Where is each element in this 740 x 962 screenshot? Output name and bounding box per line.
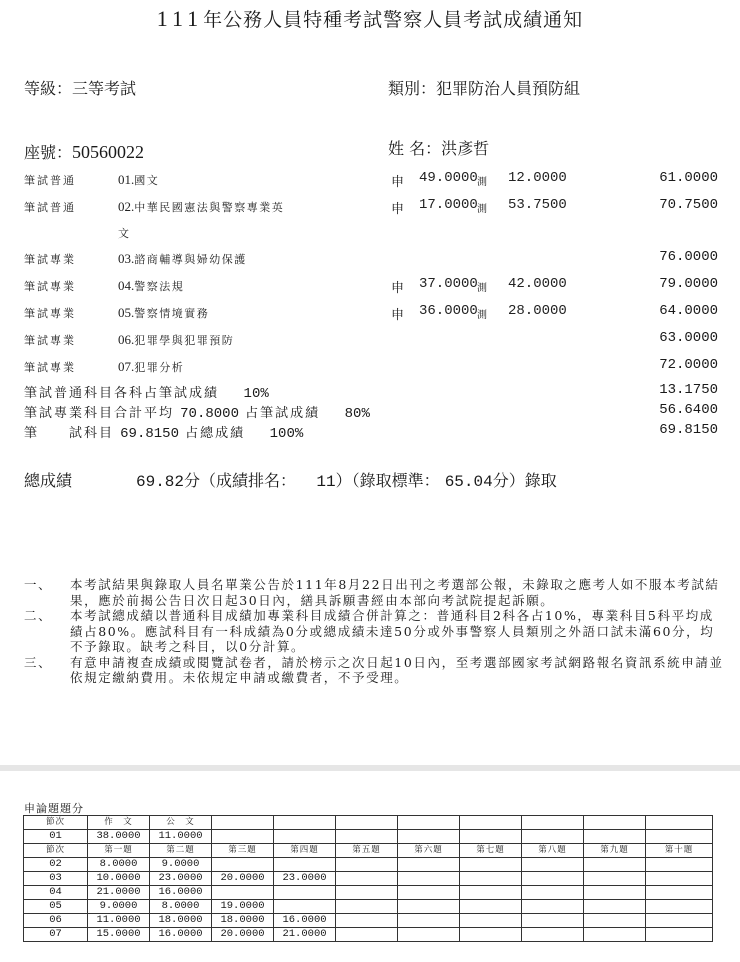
table-header-cell xyxy=(522,816,584,830)
essay-score: 17.0000 xyxy=(419,197,478,213)
score-cell xyxy=(584,914,646,928)
essay-score: 37.0000 xyxy=(419,276,478,292)
name-value: 洪彥哲 xyxy=(441,139,490,158)
summary-label: 筆試專業科目合計平均 xyxy=(24,406,175,421)
note-item xyxy=(24,608,724,655)
subject-type: 筆試專業 xyxy=(24,253,76,266)
summary-value: 56.6400 xyxy=(659,402,718,418)
level-label: 等級： xyxy=(24,79,73,98)
multiple-choice-score: 53.7500 xyxy=(508,197,567,213)
score-cell xyxy=(274,886,336,900)
seat-label: 座號： xyxy=(24,143,73,162)
subject-title: 中華民國憲法與警察專業英 xyxy=(134,201,285,214)
essay-table-title: 申論題題分 xyxy=(24,802,84,815)
table-header-cell: 第四題 xyxy=(274,844,336,858)
score-cell xyxy=(336,928,398,942)
score-cell: 16.0000 xyxy=(274,914,336,928)
table-header-cell xyxy=(336,816,398,830)
subject-name xyxy=(118,251,247,267)
score-cell xyxy=(460,900,522,914)
table-row xyxy=(24,872,713,886)
summary-percent: 100% xyxy=(269,426,304,442)
summary-line xyxy=(24,422,303,442)
subject-title: 警察情境實務 xyxy=(134,307,210,320)
subject-total: 64.0000 xyxy=(659,303,718,319)
score-cell xyxy=(398,900,460,914)
summary-line xyxy=(24,402,370,422)
subject-type: 筆試專業 xyxy=(24,334,76,347)
score-cell xyxy=(646,928,713,942)
score-cell: 8.0000 xyxy=(150,900,212,914)
score-cell xyxy=(522,928,584,942)
table-header-cell xyxy=(460,816,522,830)
score-cell: 15.0000 xyxy=(88,928,150,942)
score-cell xyxy=(522,830,584,844)
table-header-cell: 第七題 xyxy=(460,844,522,858)
score-cell: 23.0000 xyxy=(150,872,212,886)
summary-percent: 10% xyxy=(243,386,269,402)
score-cell: 19.0000 xyxy=(212,900,274,914)
session-cell: 02 xyxy=(24,858,88,872)
summary-mid-label: 占總成績 xyxy=(185,426,246,441)
score-cell xyxy=(584,928,646,942)
admission-standard: 65.04 xyxy=(444,473,493,491)
table-row xyxy=(24,830,713,844)
score-cell xyxy=(460,872,522,886)
summary-line xyxy=(24,382,269,402)
score-cell xyxy=(336,914,398,928)
score-cell xyxy=(584,900,646,914)
table-header-cell xyxy=(274,816,336,830)
score-cell xyxy=(522,914,584,928)
score-cell xyxy=(584,858,646,872)
essay-score-table xyxy=(23,815,713,942)
summary-mid-value: 70.8000 xyxy=(180,406,239,422)
score-cell: 11.0000 xyxy=(150,830,212,844)
table-header-cell: 節次 xyxy=(24,844,88,858)
title-text: 年公務人員特種考試警察人員考試成績通知 xyxy=(203,9,584,31)
score-cell xyxy=(398,858,460,872)
score-cell xyxy=(522,886,584,900)
score-cell xyxy=(336,830,398,844)
note-marker: 一、 xyxy=(24,577,53,592)
score-cell xyxy=(522,900,584,914)
summary-value: 13.1750 xyxy=(659,382,718,398)
multiple-choice-mark: 測 xyxy=(477,204,487,215)
subject-title: 國文 xyxy=(134,174,160,187)
multiple-choice-score: 28.0000 xyxy=(508,303,567,319)
subject-name xyxy=(118,305,209,321)
multiple-choice-mark: 測 xyxy=(477,177,487,188)
subject-number: 06. xyxy=(118,332,135,347)
subject-total: 79.0000 xyxy=(659,276,718,292)
table-header-row xyxy=(24,844,713,858)
subject-title: 諮商輔導與婦幼保護 xyxy=(134,253,247,266)
exam-category xyxy=(388,76,580,99)
score-cell xyxy=(398,830,460,844)
essay-score: 36.0000 xyxy=(419,303,478,319)
final-score: 69.82 xyxy=(136,473,185,491)
subject-type: 筆試專業 xyxy=(24,307,76,320)
score-cell xyxy=(646,872,713,886)
subject-number: 07. xyxy=(118,359,135,374)
subject-type: 筆試專業 xyxy=(24,361,76,374)
score-cell: 9.0000 xyxy=(150,858,212,872)
score-cell xyxy=(522,872,584,886)
table-row xyxy=(24,928,713,942)
score-cell xyxy=(212,830,274,844)
subject-number: 05. xyxy=(118,305,135,320)
score-cell xyxy=(584,886,646,900)
table-row xyxy=(24,914,713,928)
score-cell xyxy=(646,830,713,844)
score-cell xyxy=(522,858,584,872)
score-cell xyxy=(460,830,522,844)
subject-number: 03. xyxy=(118,251,135,266)
score-cell: 9.0000 xyxy=(88,900,150,914)
note-marker: 二、 xyxy=(24,608,53,623)
subject-name-continued: 文 xyxy=(118,227,131,240)
essay-mark: 申 xyxy=(391,202,405,217)
score-cell: 16.0000 xyxy=(150,928,212,942)
notes-section xyxy=(24,577,724,686)
score-cell: 38.0000 xyxy=(88,830,150,844)
seat-number xyxy=(24,140,144,163)
subject-number: 04. xyxy=(118,278,135,293)
subject-number: 01. xyxy=(118,172,135,187)
document-title xyxy=(0,5,740,32)
score-cell: 10.0000 xyxy=(88,872,150,886)
final-score-detail xyxy=(136,468,557,491)
score-cell xyxy=(274,858,336,872)
table-row xyxy=(24,858,713,872)
note-text: 本考試結果與錄取人員名單業公告於111年8月22日出刊之考選部公報，未錄取之應考人如不服本考試結果，應於前揭公告日次日起30日內，繕具訴願書經由本部向考試院提起訴願。 xyxy=(70,577,720,608)
score-cell: 21.0000 xyxy=(274,928,336,942)
summary-percent: 80% xyxy=(344,406,370,422)
table-header-cell: 第九題 xyxy=(584,844,646,858)
table-header-cell: 第一題 xyxy=(88,844,150,858)
score-cell: 18.0000 xyxy=(212,914,274,928)
subject-number: 02. xyxy=(118,199,135,214)
session-cell: 04 xyxy=(24,886,88,900)
score-cell: 20.0000 xyxy=(212,872,274,886)
title-year: 111 xyxy=(156,6,204,31)
session-cell: 06 xyxy=(24,914,88,928)
final-score-line xyxy=(24,468,72,491)
score-cell xyxy=(336,900,398,914)
multiple-choice-mark: 測 xyxy=(477,310,487,321)
score-cell: 21.0000 xyxy=(88,886,150,900)
multiple-choice-mark: 測 xyxy=(477,283,487,294)
note-item xyxy=(24,655,724,686)
score-cell xyxy=(646,900,713,914)
table-header-cell xyxy=(398,816,460,830)
summary-label: 筆試普通科目各科占筆試成績 xyxy=(24,386,220,401)
category-label: 類別： xyxy=(388,79,437,98)
score-cell xyxy=(398,872,460,886)
table-header-row xyxy=(24,816,713,830)
summary-label: 筆 試科目 xyxy=(24,426,115,441)
score-cell xyxy=(460,886,522,900)
subject-title: 犯罪分析 xyxy=(134,361,185,374)
subject-name xyxy=(118,199,284,215)
score-cell xyxy=(398,928,460,942)
table-header-cell: 第十題 xyxy=(646,844,713,858)
score-cell xyxy=(274,830,336,844)
score-cell xyxy=(646,914,713,928)
page-divider xyxy=(0,765,740,771)
score-cell: 23.0000 xyxy=(274,872,336,886)
multiple-choice-score: 12.0000 xyxy=(508,170,567,186)
note-text: 有意申請複查成績或閱覽試卷者，請於榜示之次日起10日內，至考選部國家考試網路報名資訊系統申請並依規定繳納費用。未依規定申請或繳費者，不予受理。 xyxy=(70,654,724,685)
score-cell xyxy=(336,858,398,872)
table-row xyxy=(24,900,713,914)
score-cell xyxy=(460,858,522,872)
category-value: 犯罪防治人員預防組 xyxy=(436,79,581,98)
score-cell xyxy=(584,830,646,844)
score-cell: 16.0000 xyxy=(150,886,212,900)
session-cell: 05 xyxy=(24,900,88,914)
table-row xyxy=(24,886,713,900)
subject-total: 72.0000 xyxy=(659,357,718,373)
essay-score: 49.0000 xyxy=(419,170,478,186)
subject-total: 63.0000 xyxy=(659,330,718,346)
subject-name xyxy=(118,278,184,294)
score-cell: 11.0000 xyxy=(88,914,150,928)
subject-name xyxy=(118,359,184,375)
table-header-cell: 作 文 xyxy=(88,816,150,830)
note-text: 本考試總成績以普通科目成績加專業科目成績合併計算之：普通科目2科各占10%，專業科目5科平均成績占80%。應試科目有一科成績為0分或總成績未達50分或外事警察人員類別之外語口試未滿60分，均不予錄取。缺考之科目，以0分計算。 xyxy=(70,608,715,654)
essay-mark: 申 xyxy=(391,175,405,190)
score-cell xyxy=(646,886,713,900)
score-cell xyxy=(336,886,398,900)
level-value: 三等考試 xyxy=(72,79,137,98)
score-cell: 8.0000 xyxy=(88,858,150,872)
subject-type: 筆試普通 xyxy=(24,174,76,187)
seat-value: 50560022 xyxy=(72,142,145,162)
table-header-cell xyxy=(584,816,646,830)
note-marker: 三、 xyxy=(24,654,53,670)
subject-total: 61.0000 xyxy=(659,170,718,186)
table-header-cell: 第六題 xyxy=(398,844,460,858)
standard-unit: 分） xyxy=(492,471,525,490)
note-item xyxy=(24,577,724,608)
table-header-cell: 第二題 xyxy=(150,844,212,858)
session-cell: 07 xyxy=(24,928,88,942)
table-header-cell xyxy=(646,816,713,830)
score-cell xyxy=(460,928,522,942)
subject-title: 犯罪學與犯罪預防 xyxy=(134,334,235,347)
session-cell: 01 xyxy=(24,830,88,844)
subject-name xyxy=(118,332,234,348)
subject-type: 筆試普通 xyxy=(24,201,76,214)
exam-level xyxy=(24,76,136,99)
score-cell xyxy=(460,914,522,928)
summary-mid-label: 占筆試成績 xyxy=(245,406,321,421)
name-label: 姓 名： xyxy=(388,139,442,158)
summary-value: 69.8150 xyxy=(659,422,718,438)
candidate-name xyxy=(388,136,489,159)
final-label: 總成績 xyxy=(24,471,73,490)
subject-name xyxy=(118,172,159,188)
score-cell: 20.0000 xyxy=(212,928,274,942)
score-cell xyxy=(398,914,460,928)
final-rank: 11 xyxy=(316,473,336,491)
table-header-cell: 第五題 xyxy=(336,844,398,858)
score-cell: 18.0000 xyxy=(150,914,212,928)
subject-title: 警察法規 xyxy=(134,280,185,293)
score-cell xyxy=(398,886,460,900)
session-cell: 03 xyxy=(24,872,88,886)
admission-result: 錄取 xyxy=(524,471,557,490)
summary-mid-value: 69.8150 xyxy=(120,426,179,442)
score-cell xyxy=(212,858,274,872)
multiple-choice-score: 42.0000 xyxy=(508,276,567,292)
score-cell xyxy=(584,872,646,886)
table-header-cell: 節次 xyxy=(24,816,88,830)
subject-total: 70.7500 xyxy=(659,197,718,213)
table-header-cell: 公 文 xyxy=(150,816,212,830)
table-header-cell: 第三題 xyxy=(212,844,274,858)
final-score-unit: 分（成績排名： xyxy=(184,471,297,490)
essay-mark: 申 xyxy=(391,308,405,323)
score-cell xyxy=(212,886,274,900)
table-header-cell xyxy=(212,816,274,830)
standard-label: ）（錄取標準： xyxy=(335,471,440,490)
score-cell xyxy=(336,872,398,886)
score-cell xyxy=(646,858,713,872)
subject-total: 76.0000 xyxy=(659,249,718,265)
subject-type: 筆試專業 xyxy=(24,280,76,293)
score-cell xyxy=(274,900,336,914)
essay-mark: 申 xyxy=(391,281,405,296)
table-header-cell: 第八題 xyxy=(522,844,584,858)
